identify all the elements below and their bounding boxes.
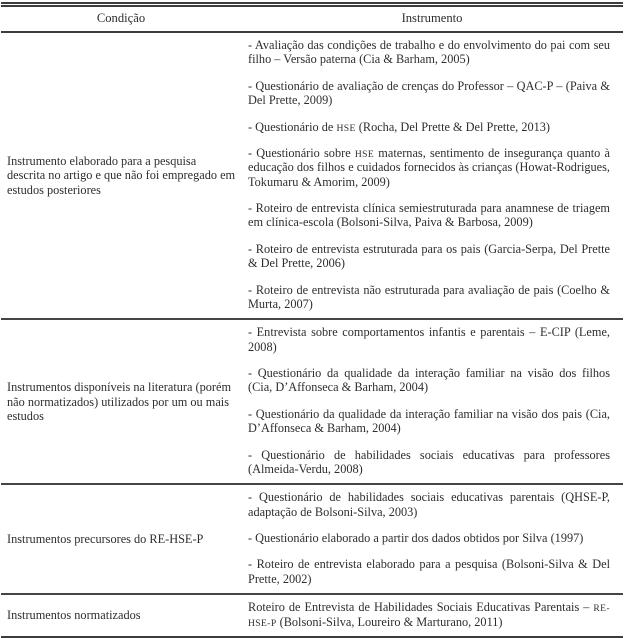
condition-cell: Instrumentos normatizados [7,608,141,623]
instrument-item: - Roteiro de entrevista clínica semiestruturada para anamnese de triagem em clínica-escola (Bolsoni-Silva, Paiva & Barbosa, 2009) [248,201,610,230]
instrument-item: - Roteiro de entrevista estruturada para os pais (Garcia-Serpa, Del Prette & Del Prette, 2006) [248,241,610,271]
table-row [1,32,623,319]
condition-cell: Instrumento elaborado para a pesquisa descrita no artigo e que não foi empregado em estudos posteriores [7,153,236,197]
instrument-cell [241,484,623,594]
condition-cell: Instrumentos precursores do RE-HSE-P [7,531,204,546]
column-header-condition: Condição [1,5,241,33]
table-header [1,5,623,33]
instrument-item: - Questionário da qualidade da interação familiar na visão dos pais (Cia, D’Affonseca & Barham, 2004) [248,406,610,436]
table-row [1,319,623,484]
smallcaps-acronym: HSE [336,122,356,134]
instrument-item: Roteiro de Entrevista de Habilidades Sociais Educativas Parentais – RE-HSE-P (Bolsoni-Silva, Loureiro & Marturano, 2011) [248,600,610,629]
table-row [1,484,623,594]
instrument-item: - Questionário sobre HSE maternas, sentimento de insegurança quanto à educação dos filhos e cuidados fornecidos às crianças (Howat-Rodrigues, Tokumaru & Amorim, 2009) [248,145,610,189]
instrument-item: - Roteiro de entrevista elaborado para a pesquisa (Bolsoni-Silva & Del Prette, 2002) [248,557,610,586]
instrument-cell [241,32,623,319]
table-row [1,594,623,637]
instrument-cell [241,319,623,484]
instruments-table [1,2,623,638]
table-body [1,32,623,637]
instrument-item: - Entrevista sobre comportamentos infantis e parentais – E-CIP (Leme, 2008) [248,325,610,354]
instrument-item: - Avaliação das condições de trabalho e do envolvimento do pai com seu filho – Versão paterna (Cia & Barham, 2005) [248,38,610,67]
smallcaps-acronym: HSE [354,148,375,160]
instrument-item: - Questionário de habilidades sociais educativas parentais (QHSE-P, adaptação de Bolsoni-Silva, 2003) [248,490,610,519]
instrument-item: - Questionário de avaliação de crenças do Professor – QAC-P – (Paiva & Del Prette, 2009) [248,78,610,108]
instrument-item: - Questionário da qualidade da interação familiar na visão dos filhos (Cia, D’Affonseca & Barham, 2004) [248,366,610,395]
instrument-item: - Questionário de HSE (Rocha, Del Prette & Del Prette, 2013) [248,119,551,134]
header-row [1,5,623,33]
instrument-item: - Questionário de habilidades sociais educativas para professores (Almeida-Verdu, 2008) [248,447,610,476]
instrument-item: - Roteiro de entrevista não estruturada para avaliação de pais (Coelho & Murta, 2007) [248,282,610,311]
column-header-instrument: Instrumento [241,5,623,33]
instrument-cell [241,594,623,637]
condition-cell: Instrumentos disponíveis na literatura (porém não normatizados) utilizados por um ou mais estudos [7,380,232,423]
instrument-item: - Questionário elaborado a partir dos dados obtidos por Silva (1997) [248,531,584,545]
smallcaps-acronym: RE-HSE-P [248,603,610,629]
